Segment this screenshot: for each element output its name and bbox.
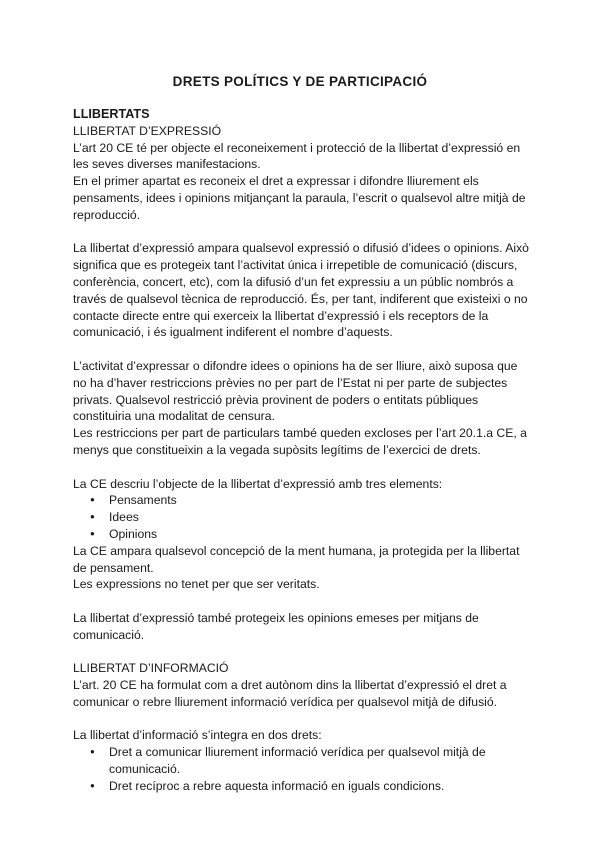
subsection-heading-expressio: LLIBERTAT D’EXPRESSIÓ — [73, 123, 222, 138]
paragraph: La CE ampara qualsevol concepció de la ment humana, ja protegida per la llibertat de pensament. — [73, 543, 520, 575]
subsection-heading-informacio: LLIBERTAT D’INFORMACIÓ — [73, 661, 229, 676]
list-item: ● Opinions — [109, 526, 533, 543]
list-item: ● Pensaments — [109, 492, 533, 509]
paragraph: L’art 20 CE té per objecte el reconeixement i protecció de la llibertat d’expressió en les seves diverses manifestacions. — [73, 140, 521, 172]
paragraph: Les expressions no tenet per que ser veritats. — [73, 577, 320, 592]
paragraph: Les restriccions per part de particulars també queden excloses per l’art 20.1.a CE, a menys que constitueixin a la vegada supòsits legítims de l’exercici de drets. — [73, 426, 527, 457]
paragraph: La CE descriu l’objecte de la llibertat d’expressió amb tres elements: — [73, 476, 443, 491]
page-title: DRETS POLÍTICS Y DE PARTICIPACIÓ — [172, 74, 428, 89]
paragraph: L’activitat d’expressar o difondre idees o opinions ha de ser lliure, això suposa que no ha d’haver restriccions prèvies no per part de l’Estat ni per parte de subjectes privats. Qualsevol restricció prèvia provinent de poders o entitats públiques constituiria una modalitat de censura. — [73, 358, 518, 424]
rights-list — [73, 744, 533, 794]
paragraph: La llibertat d’expressió també protegeix les opinions emeses per mitjans de comunicació. — [73, 610, 479, 642]
paragraph: L’art. 20 CE ha formulat com a dret autònom dins la llibertat d’expressió el dret a comunicar o rebre lliurement informació verídica per qualsevol mitjà de difusió. — [73, 678, 507, 709]
list-item: ● Idees — [109, 509, 533, 526]
document-body — [73, 106, 533, 795]
list-item: ● Dret a comunicar lliurement informació verídica per qualsevol mitjà de comunicació. — [109, 744, 533, 778]
elements-list — [73, 492, 533, 542]
list-item: ● Dret recíproc a rebre aquesta informació en iguals condicions. — [109, 778, 533, 795]
paragraph: En el primer apartat es reconeix el dret a expressar i difondre lliurement els pensaments, idees i opinions mitjançant la paraula, l’escrit o qualsevol altre mitjà de reproducció. — [73, 174, 526, 222]
paragraph: La llibertat d’informació s’integra en dos drets: — [73, 728, 322, 743]
paragraph: La llibertat d’expressió ampara qualsevol expressió o difusió d’idees o opinions. Això significa que es protegeix tant l’activitat única i irrepetible de comunicació (discurs, conferència, concert, etc), com la difusió d’un fet expressiu a un públic nombrós a través de qualsevol tècnica de reproducció. És, per tant, indiferent que existeixi o no contacte directe entre qui exerceix la llibertat d’expressió i els receptors de la comunicació, i és igualment indiferent el nombre d’aquests. — [73, 241, 529, 340]
section-heading: LLIBERTATS — [73, 107, 150, 121]
